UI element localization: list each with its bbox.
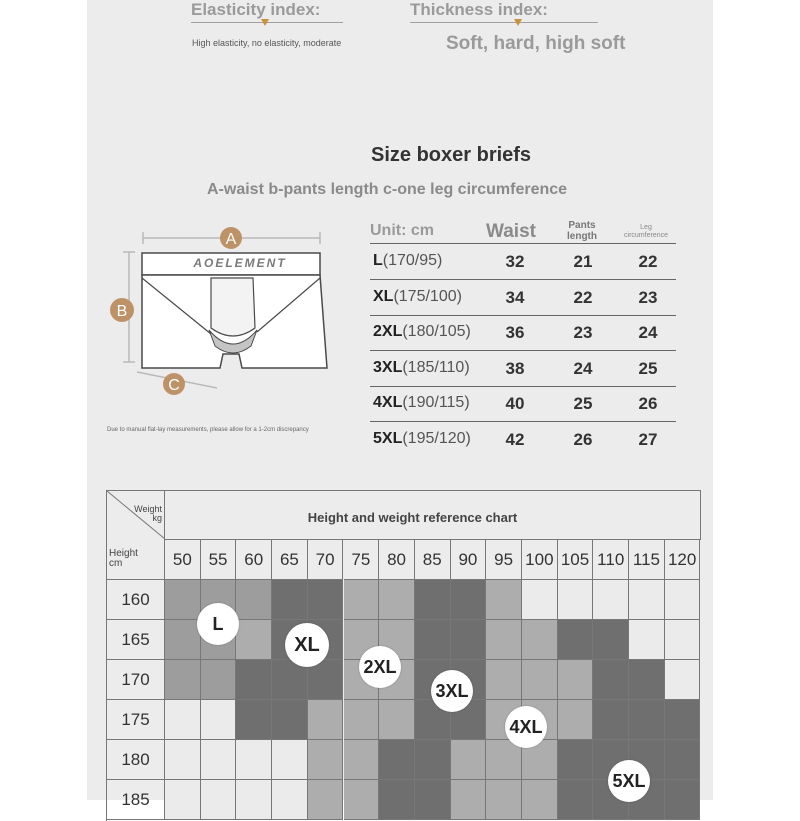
size-shade-cell bbox=[165, 780, 201, 820]
size-shade-cell bbox=[236, 660, 272, 700]
size-shade-cell bbox=[165, 700, 201, 740]
size-shade-cell bbox=[308, 740, 344, 780]
size-shade-cell bbox=[558, 660, 594, 700]
size-shade-cell bbox=[165, 620, 201, 660]
pants-length-value: 24 bbox=[573, 358, 593, 378]
size-table-row bbox=[370, 422, 676, 457]
weight-header-cell: 105 bbox=[558, 540, 594, 580]
weight-header-cell: 75 bbox=[344, 540, 380, 580]
weight-header-cell: 120 bbox=[665, 540, 701, 580]
size-shade-cell bbox=[415, 580, 451, 620]
leg-circumference-value: 27 bbox=[638, 430, 658, 449]
size-shade-cell bbox=[593, 580, 629, 620]
size-shade-cell bbox=[522, 580, 558, 620]
size-shade-cell bbox=[451, 580, 487, 620]
table-header-waist: Waist bbox=[486, 221, 536, 242]
size-shade-cell bbox=[486, 660, 522, 700]
size-shade-cell bbox=[379, 740, 415, 780]
weight-header-cell: 70 bbox=[308, 540, 344, 580]
size-shade-cell bbox=[558, 780, 594, 820]
pants-length-value: 22 bbox=[573, 287, 593, 307]
leg-circumference-value: 23 bbox=[638, 287, 658, 307]
size-shade-cell bbox=[665, 740, 701, 780]
size-shade-cell bbox=[236, 620, 272, 660]
size-shade-cell bbox=[201, 740, 237, 780]
weight-header-cell: 110 bbox=[593, 540, 629, 580]
label-c: C bbox=[168, 377, 180, 394]
waist-value: 32 bbox=[505, 252, 525, 271]
pants-length-value: 23 bbox=[573, 323, 593, 343]
size-shade-cell bbox=[344, 740, 380, 780]
corner-header-cell bbox=[107, 491, 165, 580]
size-shade-cell bbox=[451, 740, 487, 780]
thickness-description: Soft, hard, high soft bbox=[446, 33, 626, 54]
label-b: B bbox=[116, 303, 128, 320]
size-cell: 2XL(180/105) bbox=[373, 323, 471, 341]
size-bubble-xl: XL bbox=[285, 623, 329, 667]
size-chart-title: Size boxer briefs bbox=[371, 144, 532, 166]
size-table-row bbox=[370, 315, 676, 350]
size-shade-cell bbox=[344, 580, 380, 620]
height-header-cell: 170 bbox=[107, 660, 165, 700]
size-shade-cell bbox=[308, 580, 344, 620]
table-header-pants-length: Pants length bbox=[567, 220, 597, 242]
table-unit-label: Unit: cm bbox=[370, 222, 434, 239]
size-table-row bbox=[370, 244, 676, 279]
size-shade-cell bbox=[308, 700, 344, 740]
size-shade-cell bbox=[558, 580, 594, 620]
table-header-leg-circumference: Leg circumference bbox=[624, 224, 668, 239]
size-bubble-5xl: 5XL bbox=[608, 760, 650, 802]
size-shade-cell bbox=[665, 700, 701, 740]
height-header-cell: 185 bbox=[107, 780, 165, 820]
leg-circumference-value: 25 bbox=[638, 358, 658, 378]
weight-axis-label: Weight bbox=[134, 504, 162, 514]
size-bubble-l: L bbox=[197, 603, 239, 645]
waist-value: 36 bbox=[505, 323, 525, 343]
size-shade-cell bbox=[665, 580, 701, 620]
size-shade-cell bbox=[665, 780, 701, 820]
pants-length-value: 21 bbox=[573, 252, 593, 271]
size-bubble-3xl: 3XL bbox=[431, 670, 473, 712]
size-shade-cell bbox=[272, 700, 308, 740]
size-shade-cell bbox=[308, 780, 344, 820]
weight-header-cell: 80 bbox=[379, 540, 415, 580]
height-header-cell: 165 bbox=[107, 620, 165, 660]
measurement-disclaimer: Due to manual flat-lay measurements, please allow for a 1-2cm discrepancy bbox=[107, 427, 309, 433]
thickness-index-title: Thickness index: bbox=[410, 0, 548, 19]
size-shade-cell bbox=[165, 740, 201, 780]
waist-value: 34 bbox=[505, 287, 525, 307]
size-shade-cell bbox=[486, 580, 522, 620]
weight-header-cell: 100 bbox=[522, 540, 558, 580]
size-cell: L(170/95) bbox=[373, 252, 443, 269]
size-table-row bbox=[370, 280, 676, 315]
size-shade-cell bbox=[629, 700, 665, 740]
size-table-row bbox=[370, 386, 676, 421]
size-shade-cell bbox=[629, 580, 665, 620]
size-shade-cell bbox=[665, 660, 701, 700]
size-shade-cell bbox=[415, 780, 451, 820]
size-shade-cell bbox=[165, 660, 201, 700]
pants-length-value: 26 bbox=[573, 430, 593, 449]
size-shade-cell bbox=[272, 580, 308, 620]
size-shade-cell bbox=[522, 620, 558, 660]
size-bubble-4xl: 4XL bbox=[505, 706, 547, 748]
leg-circumference-value: 26 bbox=[638, 394, 658, 414]
leg-circumference-value: 24 bbox=[638, 323, 658, 343]
leg-circumference-value: 22 bbox=[638, 252, 658, 271]
weight-header-cell: 60 bbox=[236, 540, 272, 580]
size-shade-cell bbox=[379, 780, 415, 820]
weight-header-cell: 85 bbox=[415, 540, 451, 580]
size-bubble-2xl: 2XL bbox=[359, 646, 401, 688]
size-shade-cell bbox=[236, 700, 272, 740]
size-shade-cell bbox=[486, 620, 522, 660]
size-shade-cell bbox=[593, 700, 629, 740]
elasticity-description: High elasticity, no elasticity, moderate bbox=[192, 38, 342, 48]
elasticity-marker bbox=[261, 19, 269, 26]
waist-value: 40 bbox=[505, 394, 525, 414]
size-shade-cell bbox=[451, 620, 487, 660]
elasticity-index-title: Elasticity index: bbox=[191, 0, 321, 19]
height-axis-unit: cm bbox=[109, 558, 123, 569]
waist-value: 38 bbox=[505, 358, 525, 378]
size-shade-cell bbox=[486, 780, 522, 820]
weight-axis-unit: kg bbox=[152, 513, 162, 523]
weight-header-cell: 65 bbox=[272, 540, 308, 580]
size-shade-cell bbox=[236, 740, 272, 780]
boxer-briefs-illustration bbox=[105, 222, 345, 402]
size-shade-cell bbox=[272, 740, 308, 780]
size-table-row bbox=[370, 351, 676, 386]
size-shade-cell bbox=[558, 700, 594, 740]
size-shade-cell bbox=[165, 580, 201, 620]
size-shade-cell bbox=[236, 780, 272, 820]
size-shade-cell bbox=[201, 700, 237, 740]
size-shade-cell bbox=[344, 700, 380, 740]
size-shade-cell bbox=[201, 660, 237, 700]
weight-header-cell: 55 bbox=[201, 540, 237, 580]
waist-value: 42 bbox=[505, 430, 525, 449]
size-cell: 4XL(190/115) bbox=[373, 394, 470, 412]
size-shade-cell bbox=[593, 620, 629, 660]
height-weight-reference-chart bbox=[106, 490, 701, 821]
weight-header-cell: 50 bbox=[165, 540, 201, 580]
height-header-cell: 160 bbox=[107, 580, 165, 620]
size-shade-cell bbox=[629, 620, 665, 660]
size-cell: XL(175/100) bbox=[373, 287, 462, 305]
size-shade-cell bbox=[451, 780, 487, 820]
size-shade-cell bbox=[379, 580, 415, 620]
weight-header-cell: 95 bbox=[486, 540, 522, 580]
label-a: A bbox=[225, 231, 237, 248]
brand-waistband-text: AOELEMENT bbox=[193, 256, 287, 270]
size-shade-cell bbox=[344, 780, 380, 820]
size-cell: 3XL(185/110) bbox=[373, 358, 470, 376]
pants-length-value: 25 bbox=[573, 394, 593, 414]
size-shade-cell bbox=[522, 780, 558, 820]
size-shade-cell bbox=[415, 740, 451, 780]
height-header-cell: 175 bbox=[107, 700, 165, 740]
reference-chart-title: Height and weight reference chart bbox=[165, 491, 701, 540]
size-shade-cell bbox=[379, 700, 415, 740]
size-shade-cell bbox=[201, 780, 237, 820]
thickness-marker bbox=[514, 19, 522, 26]
size-shade-cell bbox=[558, 740, 594, 780]
size-shade-cell bbox=[415, 620, 451, 660]
weight-header-cell: 115 bbox=[629, 540, 665, 580]
thickness-scale-line bbox=[410, 22, 598, 23]
size-cell: 5XL(195/120) bbox=[373, 430, 471, 447]
size-shade-cell bbox=[236, 580, 272, 620]
size-shade-cell bbox=[522, 660, 558, 700]
height-header-cell: 180 bbox=[107, 740, 165, 780]
size-chart-subtitle: A-waist b-pants length c-one leg circumference bbox=[207, 181, 568, 198]
height-axis-label: Height bbox=[109, 548, 138, 559]
weight-header-cell: 90 bbox=[451, 540, 487, 580]
size-shade-cell bbox=[558, 620, 594, 660]
size-shade-cell bbox=[665, 620, 701, 660]
size-shade-cell bbox=[629, 660, 665, 700]
size-shade-cell bbox=[272, 780, 308, 820]
size-shade-cell bbox=[593, 660, 629, 700]
